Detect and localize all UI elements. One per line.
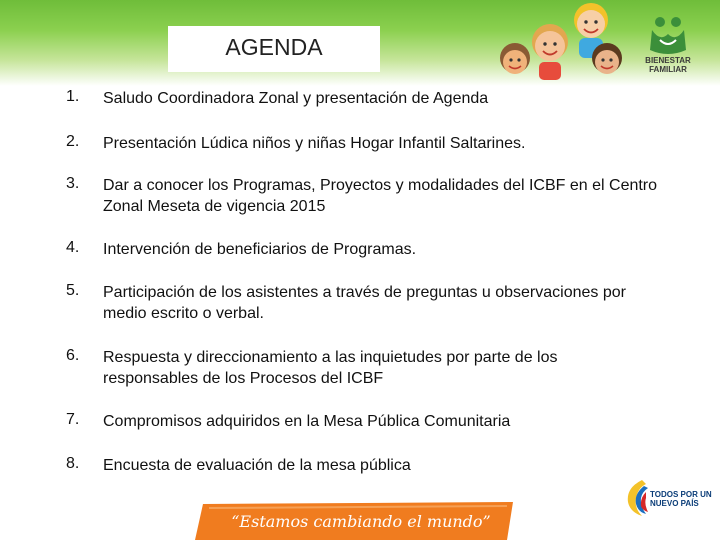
agenda-item-text: Saludo Coordinadora Zonal y presentación de Agenda	[103, 90, 489, 107]
page-title: AGENDA	[225, 34, 323, 60]
agenda-item-text: Respuesta y direccionamiento a las inquietudes por parte de los responsables de los Procesos del ICBF	[103, 349, 558, 387]
todos-por-un-nuevo-pais-logo-icon	[622, 478, 650, 518]
agenda-item-text: Compromisos adquiridos en la Mesa Pública Comunitaria	[103, 413, 511, 430]
agenda-item-number: 4.	[66, 239, 80, 256]
slogan-text: “Estamos cambiando el mundo”	[231, 512, 491, 531]
agenda-item-number: 1.	[66, 88, 80, 105]
agenda-item-text: Intervención de beneficiarios de Programas.	[103, 241, 417, 258]
agenda-item-text: Presentación Lúdica niños y niñas Hogar Infantil Saltarines.	[103, 135, 526, 152]
agenda-item-number: 3.	[66, 175, 80, 192]
agenda-item-text: Encuesta de evaluación de la mesa pública	[103, 457, 411, 474]
agenda-item-number: 2.	[66, 133, 80, 150]
bienestar-familiar-logo-text: BIENESTAR FAMILIAR	[645, 56, 691, 74]
todos-por-un-nuevo-pais-logo-text: TODOS POR UN NUEVO PAÍS	[650, 490, 712, 508]
agenda-item-number: 8.	[66, 455, 80, 472]
agenda-item-number: 5.	[66, 282, 80, 299]
agenda-item-number: 6.	[66, 347, 80, 364]
agenda-item-text: Participación de los asistentes a través de preguntas u observaciones por medio escrito o verbal.	[103, 284, 626, 322]
agenda-item-text: Dar a conocer los Programas, Proyectos y modalidades del ICBF en el Centro Zonal Meseta de vigencia 2015	[103, 177, 658, 215]
agenda-item-number: 7.	[66, 411, 80, 428]
